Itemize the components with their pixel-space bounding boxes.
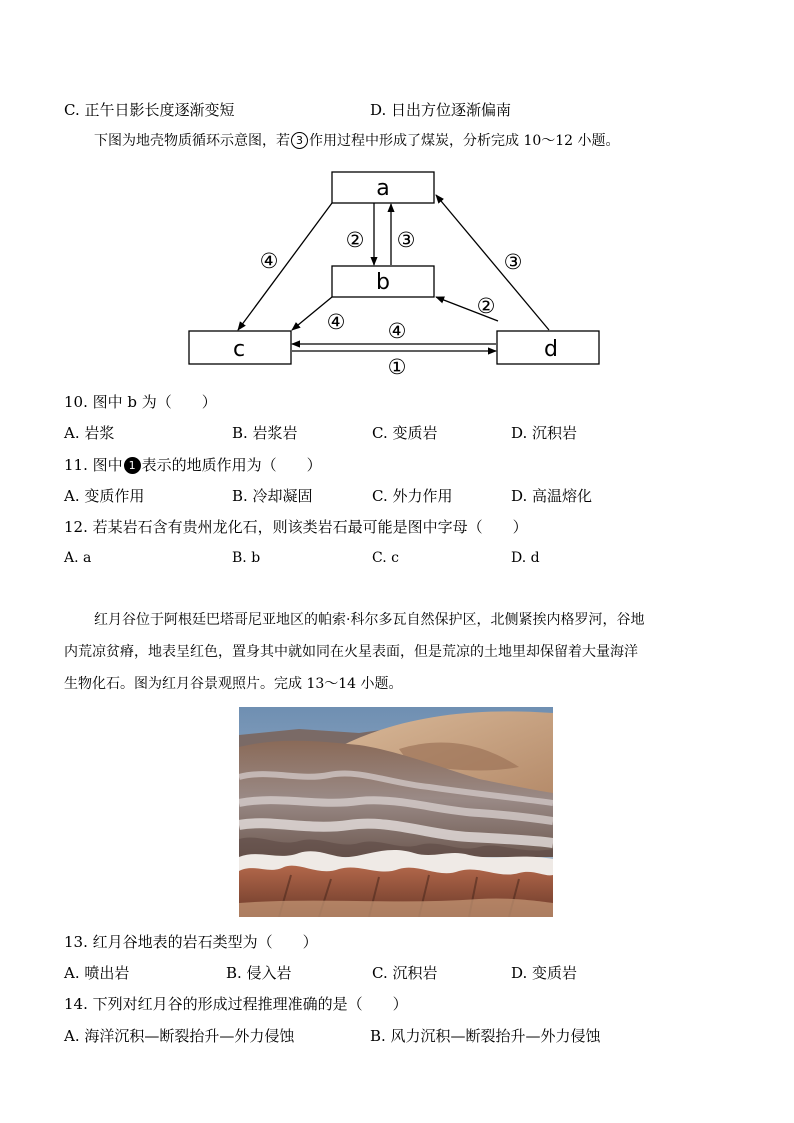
diagram-intro bbox=[94, 131, 620, 151]
circled-number-3: 3 bbox=[291, 132, 308, 149]
q11-option-b: B. 冷却凝固 bbox=[232, 487, 313, 505]
label-d-to-b: ② bbox=[476, 294, 496, 318]
red-moon-valley-photo bbox=[239, 707, 553, 917]
q10-option-b: B. 岩浆岩 bbox=[232, 424, 298, 442]
circled-number-1: 1 bbox=[124, 457, 141, 474]
q14-option-a: A. 海洋沉积—断裂抬升—外力侵蚀 bbox=[64, 1027, 295, 1045]
q11-stem-before: 11. 图中 bbox=[64, 456, 123, 474]
q13-option-d: D. 变质岩 bbox=[511, 964, 578, 982]
q12-option-d: D. d bbox=[511, 550, 540, 566]
q10-option-c: C. 变质岩 bbox=[372, 424, 438, 442]
rock-cycle-diagram bbox=[180, 165, 610, 380]
q11-stem bbox=[64, 455, 322, 475]
q14-stem: 14. 下列对红月谷的形成过程推理准确的是（ ） bbox=[64, 995, 408, 1013]
q12-stem: 12. 若某岩石含有贵州龙化石，则该类岩石最可能是图中字母（ ） bbox=[64, 518, 528, 536]
q12-option-c: C. c bbox=[372, 550, 399, 566]
label-b-to-c: ④ bbox=[326, 310, 346, 334]
q10-stem: 10. 图中 b 为（ ） bbox=[64, 393, 217, 411]
node-a-label: a bbox=[376, 176, 390, 201]
q14-option-b: B. 风力沉积—断裂抬升—外力侵蚀 bbox=[370, 1027, 601, 1045]
label-b-to-a: ③ bbox=[396, 228, 416, 252]
q12-option-a: A. a bbox=[64, 550, 92, 566]
node-b-label: b bbox=[376, 270, 390, 295]
passage-line-1: 红月谷位于阿根廷巴塔哥尼亚地区的帕索·科尔多瓦自然保护区，北侧紧挨内格罗河，谷地 bbox=[94, 612, 645, 628]
label-d-to-a: ③ bbox=[503, 250, 523, 274]
diagram-intro-after: 作用过程中形成了煤炭，分析完成 10～12 小题。 bbox=[309, 133, 620, 149]
label-a-to-c: ④ bbox=[259, 249, 279, 273]
q11-option-c: C. 外力作用 bbox=[372, 487, 453, 505]
node-d-label: d bbox=[544, 337, 558, 362]
q13-option-b: B. 侵入岩 bbox=[226, 964, 292, 982]
q11-option-a: A. 变质作用 bbox=[64, 487, 145, 505]
q10-option-d: D. 沉积岩 bbox=[511, 424, 578, 442]
passage-line-2: 内荒凉贫瘠，地表呈红色，置身其中就如同在火星表面，但是荒凉的土地里却保留着大量海洋 bbox=[64, 644, 638, 660]
q13-option-a: A. 喷出岩 bbox=[64, 964, 130, 982]
label-c-to-d: ① bbox=[387, 355, 407, 379]
arrow-a-to-c bbox=[238, 203, 332, 330]
passage-line-3: 生物化石。图为红月谷景观照片。完成 13～14 小题。 bbox=[64, 676, 403, 692]
q13-option-c: C. 沉积岩 bbox=[372, 964, 438, 982]
diagram-intro-before: 下图为地壳物质循环示意图，若 bbox=[94, 133, 290, 149]
passage bbox=[64, 604, 734, 700]
q9-option-c: C. 正午日影长度逐渐变短 bbox=[64, 101, 235, 119]
label-d-to-c: ④ bbox=[387, 319, 407, 343]
q13-stem: 13. 红月谷地表的岩石类型为（ ） bbox=[64, 933, 318, 951]
label-a-to-b: ② bbox=[345, 228, 365, 252]
q9-option-d: D. 日出方位逐渐偏南 bbox=[370, 101, 512, 119]
q11-option-d: D. 高温熔化 bbox=[511, 487, 593, 505]
q10-option-a: A. 岩浆 bbox=[64, 424, 115, 442]
q12-option-b: B. b bbox=[232, 550, 261, 566]
q11-stem-after: 表示的地质作用为（ ） bbox=[141, 456, 322, 474]
node-c-label: c bbox=[232, 337, 246, 362]
